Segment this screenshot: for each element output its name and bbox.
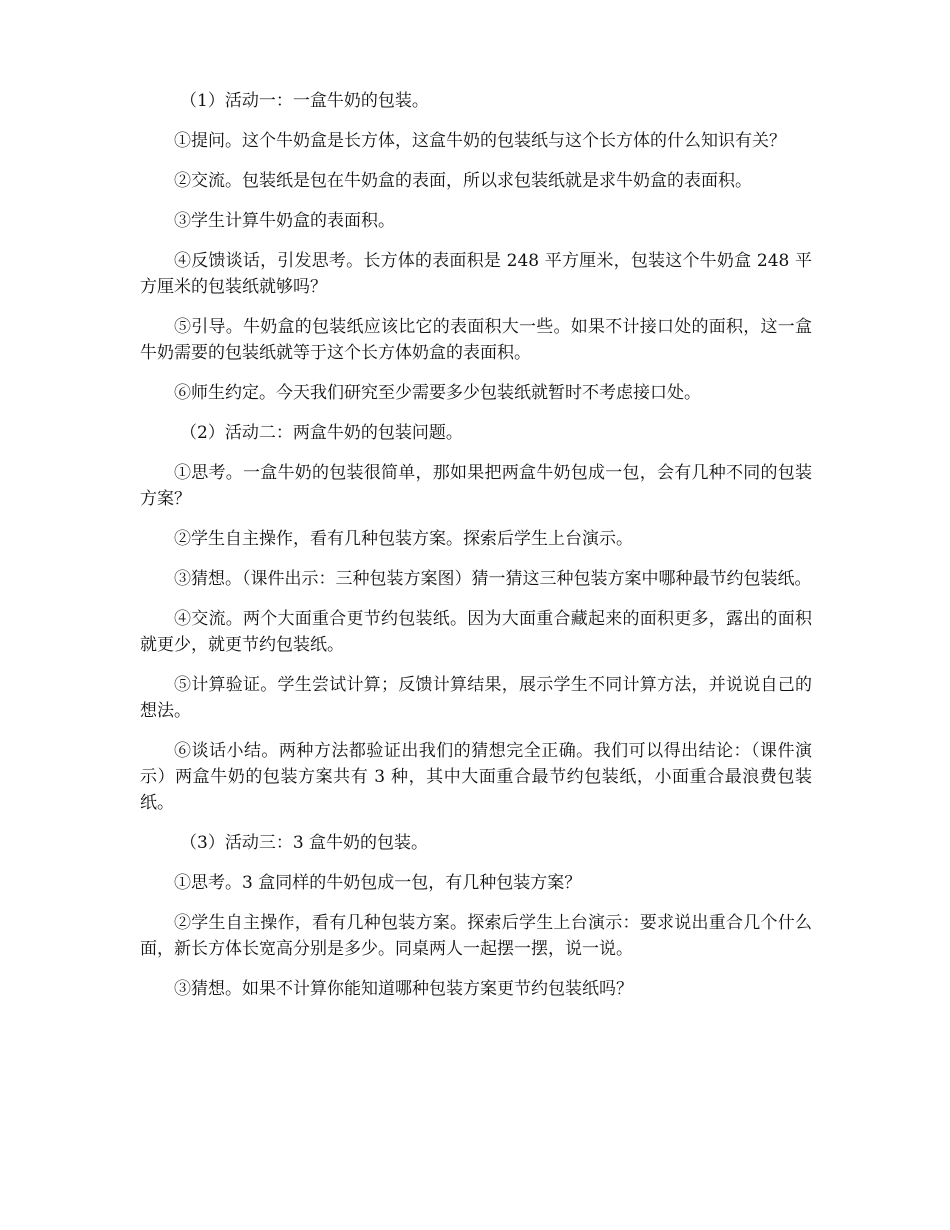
- paragraph: ①思考。3 盒同样的牛奶包成一包，有几种包装方案？: [174, 873, 582, 893]
- paragraph: ①提问。这个牛奶盒是长方体，这盒牛奶的包装纸与这个长方体的什么知识有关？: [174, 131, 786, 151]
- paragraph: ③猜想。（课件出示：三种包装方案图）猜一猜这三种包装方案中哪种最节约包装纸。: [174, 569, 812, 589]
- paragraph: ①思考。一盒牛奶的包装很简单，那如果把两盒牛奶包成一包，会有几种不同的包装方案？: [140, 463, 812, 509]
- paragraph: ④反馈谈话，引发思考。长方体的表面积是 248 平方厘米，包装这个牛奶盒 248 平方厘米的包装纸就够吗？: [140, 251, 812, 297]
- paragraph: ③猜想。如果不计算你能知道哪种包装方案更节约包装纸吗？: [174, 979, 633, 999]
- document-body: [140, 88, 812, 1016]
- paragraph: ⑤计算验证。学生尝试计算；反馈计算结果，展示学生不同计算方法，并说说自己的想法。: [140, 675, 812, 721]
- paragraph: ②学生自主操作，看有几种包装方案。探索后学生上台演示。: [174, 529, 633, 549]
- paragraph: ②交流。包装纸是包在牛奶盒的表面，所以求包装纸就是求牛奶盒的表面积。: [174, 171, 752, 191]
- section-heading-activity-3: （3）活动三：3 盒牛奶的包装。: [180, 833, 429, 853]
- paragraph: ⑥谈话小结。两种方法都验证出我们的猜想完全正确。我们可以得出结论：（课件演示）两盒牛奶的包装方案共有 3 种，其中大面重合最节约包装纸，小面重合最浪费包装纸。: [140, 741, 812, 813]
- section-heading-activity-2: （2）活动二：两盒牛奶的包装问题。: [180, 423, 463, 443]
- paragraph: ②学生自主操作，看有几种包装方案。探索后学生上台演示：要求说出重合几个什么面，新长方体长宽高分别是多少。同桌两人一起摆一摆，说一说。: [140, 913, 812, 959]
- paragraph: ⑤引导。牛奶盒的包装纸应该比它的表面积大一些。如果不计接口处的面积，这一盒牛奶需要的包装纸就等于这个长方体奶盒的表面积。: [140, 317, 812, 363]
- paragraph: ④交流。两个大面重合更节约包装纸。因为大面重合藏起来的面积更多，露出的面积就更少，就更节约包装纸。: [140, 609, 812, 655]
- paragraph: ⑥师生约定。今天我们研究至少需要多少包装纸就暂时不考虑接口处。: [174, 383, 701, 403]
- paragraph: ③学生计算牛奶盒的表面积。: [174, 211, 395, 231]
- section-heading-activity-1: （1）活动一：一盒牛奶的包装。: [180, 91, 429, 111]
